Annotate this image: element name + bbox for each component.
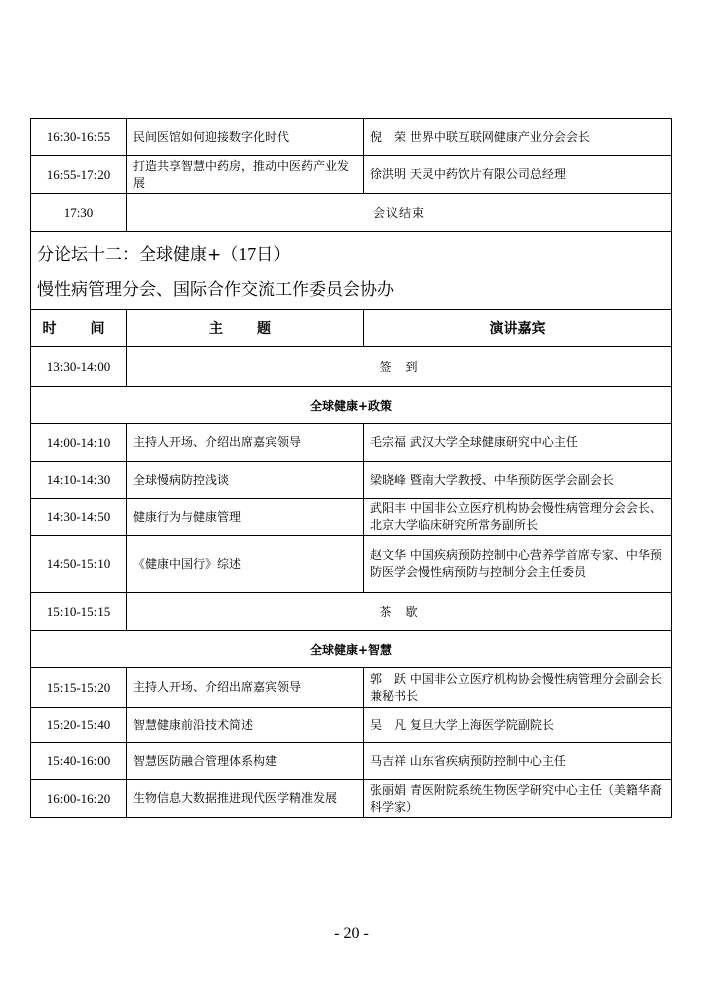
time-cell: 16:55-17:20 — [31, 156, 127, 194]
time-cell: 14:10-14:30 — [31, 462, 127, 499]
speaker-cell: 倪 荣 世界中联互联网健康产业分会会长 — [364, 119, 672, 156]
signin-row — [31, 347, 672, 387]
forum-subtitle: 慢性病管理分会、国际合作交流工作委员会协办 — [37, 279, 394, 300]
forum-title: 分论坛十二：全球健康+（17日） — [37, 243, 291, 265]
table-row — [31, 156, 672, 194]
time-cell: 15:15-15:20 — [31, 668, 127, 708]
header-row — [31, 310, 672, 347]
time-cell: 15:10-15:15 — [31, 593, 127, 631]
table-row — [31, 119, 672, 156]
time-cell: 13:30-14:00 — [31, 347, 127, 387]
topic-cell: 全球慢病防控浅谈 — [127, 462, 364, 499]
section-title: 全球健康+政策 — [31, 387, 672, 424]
topic-cell: 主持人开场、介绍出席嘉宾领导 — [127, 424, 364, 462]
topic-cell: 智慧健康前沿技术简述 — [127, 708, 364, 743]
speaker-cell: 马吉祥 山东省疾病预防控制中心主任 — [364, 743, 672, 780]
table-row — [31, 780, 672, 818]
time-cell: 14:00-14:10 — [31, 424, 127, 462]
time-cell: 14:50-15:10 — [31, 536, 127, 593]
table-row — [31, 424, 672, 462]
table-row — [31, 708, 672, 743]
table-row — [31, 536, 672, 593]
end-row — [31, 194, 672, 232]
topic-cell: 主持人开场、介绍出席嘉宾领导 — [127, 668, 364, 708]
topic-cell: 智慧医防融合管理体系构建 — [127, 743, 364, 780]
speaker-cell: 郭 跃 中国非公立医疗机构协会慢性病管理分会副会长兼秘书长 — [364, 668, 672, 708]
table-row — [31, 499, 672, 536]
tea-break-cell: 茶 歇 — [127, 593, 672, 631]
topic-cell: 打造共享智慧中药房，推动中医药产业发展 — [127, 156, 364, 194]
section-row — [31, 631, 672, 668]
speaker-cell: 徐洪明 天灵中药饮片有限公司总经理 — [364, 156, 672, 194]
speaker-cell: 赵文华 中国疾病预防控制中心营养学首席专家、中华预防医学会慢性病预防与控制分会主任委员 — [364, 536, 672, 593]
time-cell: 15:40-16:00 — [31, 743, 127, 780]
table-row — [31, 462, 672, 499]
time-cell: 16:00-16:20 — [31, 780, 127, 818]
signin-cell: 签 到 — [127, 347, 672, 387]
topic-cell: 《健康中国行》综述 — [127, 536, 364, 593]
table-row — [31, 743, 672, 780]
header-topic: 主 题 — [127, 310, 364, 347]
time-cell: 14:30-14:50 — [31, 499, 127, 536]
speaker-cell: 武阳丰 中国非公立医疗机构协会慢性病管理分会会长、北京大学临床研究所常务副所长 — [364, 499, 672, 536]
speaker-cell: 吴 凡 复旦大学上海医学院副院长 — [364, 708, 672, 743]
forum-title-cell — [31, 232, 672, 310]
speaker-cell: 梁晓峰 暨南大学教授、中华预防医学会副会长 — [364, 462, 672, 499]
topic-cell: 健康行为与健康管理 — [127, 499, 364, 536]
forum-title-row — [31, 232, 672, 310]
topic-cell: 民间医馆如何迎接数字化时代 — [127, 119, 364, 156]
section-title: 全球健康+智慧 — [31, 631, 672, 668]
header-speaker: 演讲嘉宾 — [364, 310, 672, 347]
tea-break-row — [31, 593, 672, 631]
time-cell: 16:30-16:55 — [31, 119, 127, 156]
topic-cell: 生物信息大数据推进现代医学精准发展 — [127, 780, 364, 818]
table-row — [31, 668, 672, 708]
time-cell: 15:20-15:40 — [31, 708, 127, 743]
time-cell: 17:30 — [31, 194, 127, 232]
speaker-cell: 张丽娟 青医附院系统生物医学研究中心主任（美籍华裔科学家） — [364, 780, 672, 818]
schedule-table — [30, 118, 672, 818]
section-row — [31, 387, 672, 424]
speaker-cell: 毛宗福 武汉大学全球健康研究中心主任 — [364, 424, 672, 462]
page-number: - 20 - — [334, 925, 369, 942]
meeting-end-cell: 会议结束 — [127, 194, 672, 232]
header-time: 时 间 — [31, 310, 127, 347]
